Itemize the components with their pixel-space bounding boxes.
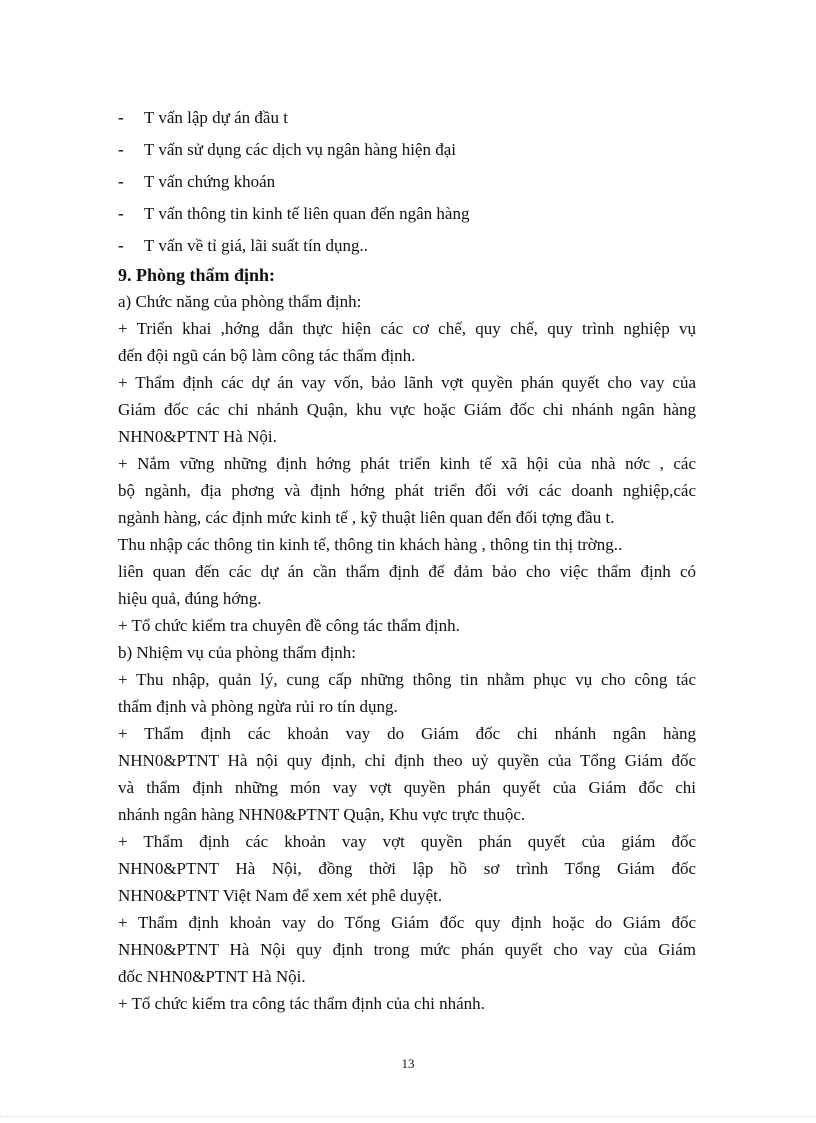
text-line: + Tổ chức kiểm tra chuyên đề công tác thẩm định.: [118, 616, 460, 635]
text-line: nhánh ngân hàng NHN0&PTNT Quận, Khu vực trực thuộc.: [118, 805, 526, 824]
subsection-heading: b) Nhiệm vụ của phòng thẩm định:: [118, 643, 356, 662]
text-line: NHN0&PTNT Việt Nam để xem xét phê duyệt.: [118, 886, 443, 905]
bullet-marker: -: [118, 236, 124, 255]
text-line: ngành hàng, các định mức kinh tế , kỹ thuật liên quan đến đối tợng đầu t.: [118, 508, 615, 527]
bullet-text: T vấn về tỉ giá, lãi suất tín dụng..: [144, 236, 368, 255]
bullet-item: [118, 236, 678, 258]
text-line: NHN0&PTNT Hà Nội, đồng thời lập hồ sơ trình Tổng Giám đốc: [118, 859, 696, 878]
bullet-marker: -: [118, 140, 124, 159]
text-line: + Thẩm định các khoản vay vợt quyền phán quyết của giám đốc: [118, 832, 696, 851]
text-line: hiệu quả, đúng hớng.: [118, 589, 262, 608]
text-line: và thẩm định những món vay vợt quyền phán quyết của Giám đốc chi: [118, 778, 696, 797]
bullet-item: [118, 108, 678, 130]
text-line: + Triển khai ,hớng dẫn thực hiện các cơ chế, quy chế, quy trình nghiệp vụ: [118, 319, 696, 338]
text-line: + Thẩm định các khoản vay do Giám đốc chi nhánh ngân hàng: [118, 724, 696, 743]
bullet-marker: -: [118, 108, 124, 127]
bullet-text: T vấn lập dự án đầu t: [144, 108, 288, 127]
page-number: 13: [401, 1056, 415, 1071]
text-line: NHN0&PTNT Hà Nội quy định trong mức phán quyết cho vay của Giám: [118, 940, 696, 959]
bullet-item: [118, 204, 678, 226]
text-line: NHN0&PTNT Hà nội quy định, chỉ định theo uỷ quyền của Tổng Giám đốc: [118, 751, 696, 770]
bullet-text: T vấn sử dụng các dịch vụ ngân hàng hiện đại: [144, 140, 456, 159]
subsection-heading: a) Chức năng của phòng thẩm định:: [118, 292, 362, 311]
bullet-text: T vấn thông tin kinh tế liên quan đến ngân hàng: [144, 204, 470, 223]
section-heading: 9. Phòng thẩm định:: [118, 265, 276, 285]
text-line: thẩm định và phòng ngừa rủi ro tín dụng.: [118, 697, 398, 716]
bullet-marker: -: [118, 204, 124, 223]
text-line: liên quan đến các dự án cần thẩm định để đảm bảo cho việc thẩm định có: [118, 562, 696, 581]
text-line: + Thẩm định các dự án vay vốn, bảo lãnh vợt quyền phán quyết cho vay của: [118, 373, 696, 392]
text-line: + Nắm vững những định hớng phát triển kinh tế xã hội của nhà nớc , các: [118, 454, 696, 473]
text-line: đốc NHN0&PTNT Hà Nội.: [118, 967, 306, 986]
page-bottom-rule: [0, 1116, 816, 1117]
bullet-text: T vấn chứng khoán: [144, 172, 276, 191]
bullet-marker: -: [118, 172, 124, 191]
text-line: bộ ngành, địa phơng và định hớng phát triển đối với các doanh nghiệp,các: [118, 481, 696, 500]
text-line: Giám đốc các chi nhánh Quận, khu vực hoặc Giám đốc chi nhánh ngân hàng: [118, 400, 696, 419]
text-line: + Thu nhập, quản lý, cung cấp những thông tin nhằm phục vụ cho công tác: [118, 670, 696, 689]
text-line: NHN0&PTNT Hà Nội.: [118, 427, 277, 446]
bullet-item: [118, 140, 678, 162]
text-line: + Thẩm định khoản vay do Tổng Giám đốc quy định hoặc do Giám đốc: [118, 913, 696, 932]
text-line: đến đội ngũ cán bộ làm công tác thẩm định.: [118, 346, 416, 365]
text-line: + Tổ chức kiểm tra công tác thẩm định của chi nhánh.: [118, 994, 485, 1013]
text-line: Thu nhập các thông tin kinh tế, thông tin khách hàng , thông tin thị trờng..: [118, 535, 623, 554]
bullet-item: [118, 172, 678, 194]
